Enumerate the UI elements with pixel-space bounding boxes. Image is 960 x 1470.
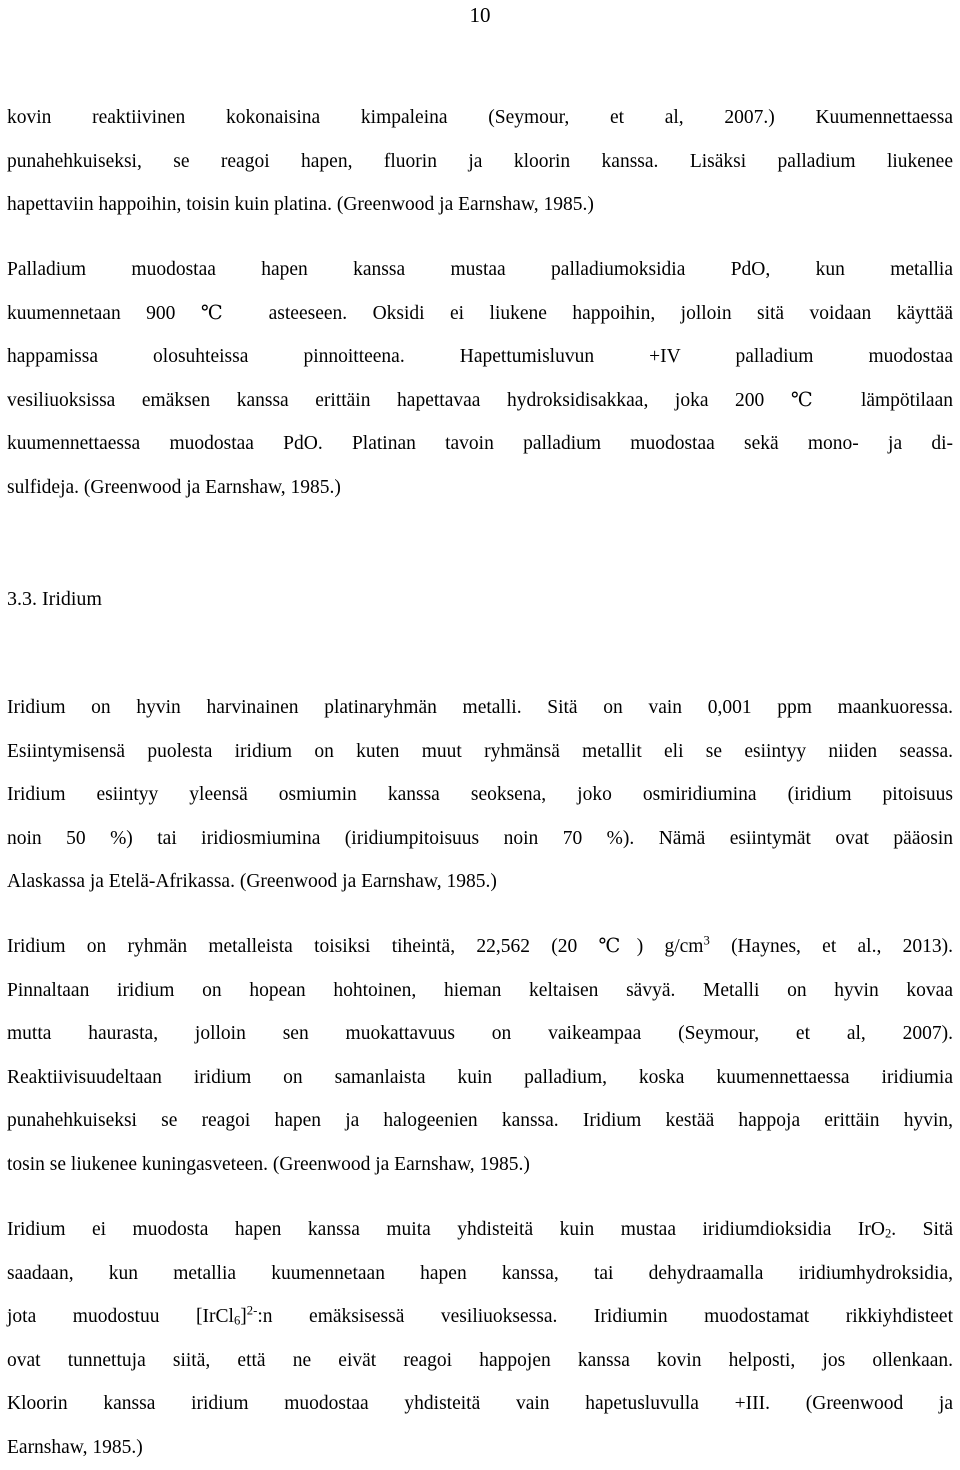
text-line: hapettaviin happoihin, toisin kuin platina. (Greenwood ja Earnshaw, 1985.) (7, 194, 594, 216)
paragraph-iridium-occurrence (7, 686, 953, 904)
page-number: 10 (469, 3, 491, 27)
text-line: Esiintymisensä puolesta iridium on kuten muut ryhmänsä metallit eli se esiintyy niiden seassa. (7, 740, 953, 762)
text-line: kovin reaktiivinen kokonaisina kimpaleina (Seymour, et al, 2007.) Kuumennettaessa (7, 107, 953, 128)
text-line: Iridium on hyvin harvinainen platinaryhmän metalli. Sitä on vain 0,001 ppm maankuoressa. (7, 697, 953, 718)
text-line (7, 1295, 953, 1339)
text-line: Alaskassa ja Etelä-Afrikassa. (Greenwood ja Earnshaw, 1985.) (7, 871, 497, 893)
text-line: kuumennetaan 900 ℃ asteeseen. Oksidi ei liukene happoihin, jolloin sitä voidaan käyttää (7, 302, 953, 324)
text-line: Kloorin kanssa iridium muodostaa yhdisteitä vain hapetusluvulla +III. (Greenwood ja (7, 1393, 953, 1415)
text-line: kuumennettaessa muodostaa PdO. Platinan tavoin palladium muodostaa sekä mono- ja di- (7, 433, 953, 455)
paragraph-palladium-reactivity (7, 96, 953, 227)
superscript: 2- (246, 1303, 258, 1318)
paragraph-iridium-properties (7, 925, 953, 1187)
text-run: (Haynes, et al., 2013). (709, 936, 953, 957)
text-line: Palladium muodostaa hapen kanssa mustaa palladiumoksidia PdO, kun metallia (7, 259, 953, 280)
text-line (7, 1208, 953, 1252)
text-line: happamissa olosuhteissa pinnoitteena. Hapettumisluvun +IV palladium muodostaa (7, 346, 953, 368)
text-line: noin 50 %) tai iridiosmiumina (iridiumpitoisuus noin 70 %). Nämä esiintymät ovat pääosin (7, 827, 953, 849)
text-line: Earnshaw, 1985.) (7, 1436, 143, 1458)
text-line (7, 925, 953, 969)
text-run: :n emäksisessä vesiliuoksessa. Iridiumin muodostamat rikkiyhdisteet (257, 1306, 953, 1328)
text-line: Pinnaltaan iridium on hopean hohtoinen, hieman keltaisen sävyä. Metalli on hyvin kovaa (7, 979, 953, 1001)
paragraph-iridium-compounds (7, 1208, 953, 1470)
superscript: 3 (703, 933, 710, 948)
text-run: Iridium ei muodosta hapen kanssa muita yhdisteitä kuin mustaa iridiumdioksidia IrO (7, 1219, 885, 1240)
text-line: vesiliuoksissa emäksen kanssa erittäin hapettavaa hydroksidisakkaa, joka 200 ℃ lämpötilaan (7, 389, 953, 411)
paragraph-palladium-oxide (7, 248, 953, 510)
text-line: tosin se liukenee kuningasveteen. (Greenwood ja Earnshaw, 1985.) (7, 1153, 530, 1175)
text-run: ] (240, 1306, 247, 1328)
subscript: 6 (233, 1313, 241, 1328)
text-line: ovat tunnettuja siitä, että ne eivät reagoi happojen kanssa kovin helposti, jos ollenkaan. (7, 1349, 953, 1371)
text-line: mutta haurasta, jolloin sen muokattavuus on vaikeampaa (Seymour, et al, 2007). (7, 1023, 953, 1045)
subscript: 2 (884, 1226, 892, 1241)
text-line: Iridium esiintyy yleensä osmiumin kanssa seoksena, joko osmiridiumina (iridium pitoisuus (7, 784, 953, 806)
text-line: saadaan, kun metallia kuumennetaan hapen kanssa, tai dehydraamalla iridiumhydroksidia, (7, 1262, 953, 1284)
text-line: sulfideja. (Greenwood ja Earnshaw, 1985.) (7, 476, 341, 498)
text-line: Reaktiivisuudeltaan iridium on samanlaista kuin palladium, koska kuumennettaessa iridiumia (7, 1066, 953, 1088)
section-heading: 3.3. Iridium (7, 588, 102, 610)
text-line: punahehkuiseksi, se reagoi hapen, fluorin ja kloorin kanssa. Lisäksi palladium liukenee (7, 150, 953, 172)
text-run: jota muodostuu [IrCl (7, 1306, 234, 1328)
text-run: Iridium on ryhmän metalleista toisiksi tiheintä, 22,562 (20 ℃) g/cm (7, 936, 704, 957)
text-run: . Sitä (891, 1219, 953, 1240)
text-line: punahehkuiseksi se reagoi hapen ja halogeenien kanssa. Iridium kestää happoja erittäin hyvin, (7, 1110, 953, 1132)
